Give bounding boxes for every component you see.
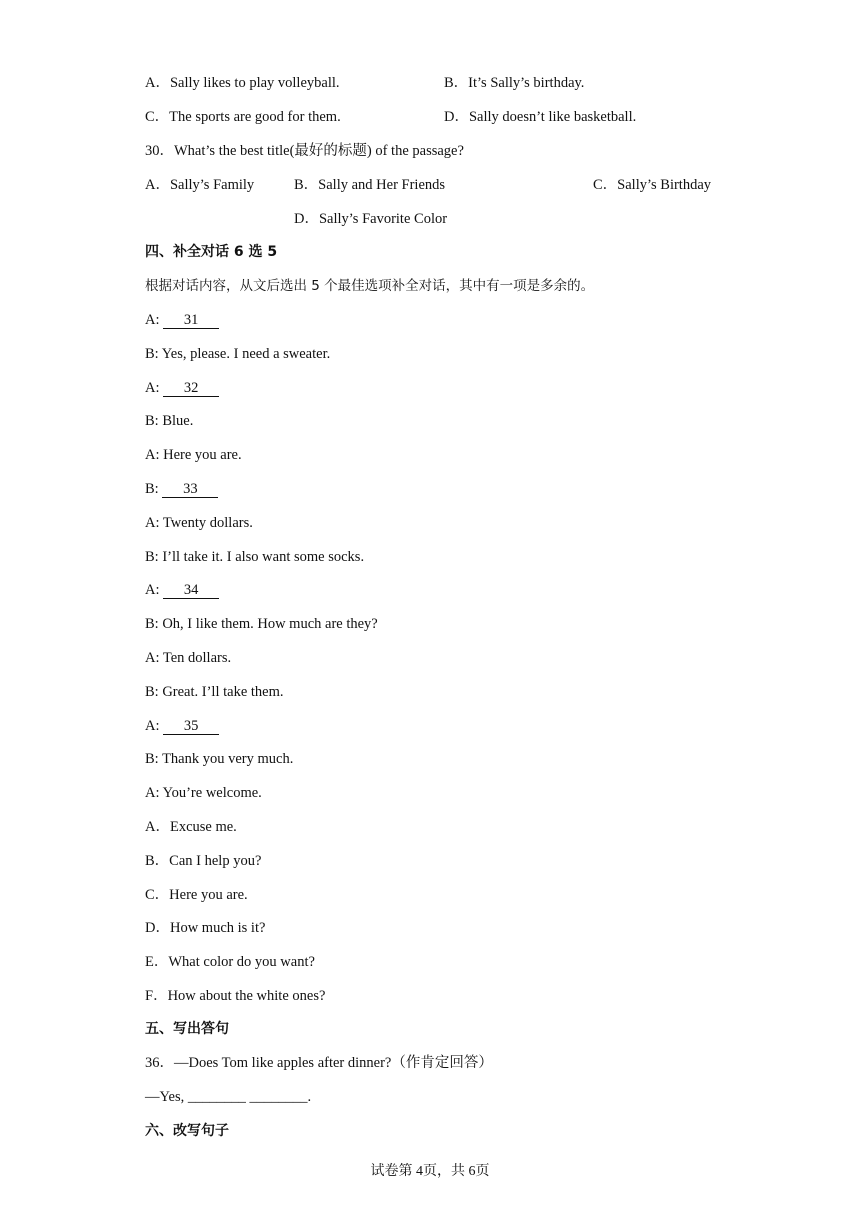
answer-blank[interactable]: 31: [163, 312, 219, 329]
dialogue-speaker: A:: [145, 380, 164, 396]
dialogue-line: B: Oh, I like them. How much are they?: [145, 616, 378, 632]
answer-blank[interactable]: 34: [163, 582, 219, 599]
dialogue-blank-line: [145, 480, 218, 498]
dialogue-line: A: Twenty dollars.: [145, 515, 253, 531]
dialogue-line: A: You’re welcome.: [145, 785, 262, 801]
section5-heading: 五、写出答句: [145, 1021, 229, 1037]
q36-stem: 36．—Does Tom like apples after dinner?（作肯定回答）: [145, 1055, 493, 1071]
dialogue-line: B: Blue.: [145, 413, 194, 429]
section6-heading: 六、改写句子: [145, 1123, 229, 1139]
section4-instruction: 根据对话内容，从文后选出 5 个最佳选项补全对话，其中有一项是多余的。: [145, 278, 595, 294]
dialogue-speaker: A:: [145, 718, 164, 734]
q29-option-d: D．Sally doesn’t like basketball.: [444, 109, 637, 125]
q29-option-c: C．The sports are good for them.: [145, 109, 341, 125]
section4-heading: 四、补全对话 6 选 5: [145, 244, 278, 260]
q29-option-a: A．Sally likes to play volleyball.: [145, 75, 340, 91]
q30-option-b: B．Sally and Her Friends: [294, 177, 446, 193]
dialogue-option: F．How about the white ones?: [145, 988, 326, 1004]
dialogue-speaker: A:: [145, 312, 164, 328]
dialogue-blank-line: [145, 717, 219, 735]
dialogue-blank-line: [145, 379, 219, 397]
dialogue-blank-line: [145, 311, 219, 329]
q30-stem: 30．What’s the best title(最好的标题) of the passage?: [145, 143, 464, 159]
dialogue-blank-line: [145, 581, 219, 599]
dialogue-option: C．Here you are.: [145, 887, 248, 903]
dialogue-line: B: Thank you very much.: [145, 751, 294, 767]
answer-blank[interactable]: 33: [162, 481, 218, 498]
dialogue-line: A: Ten dollars.: [145, 650, 232, 666]
dialogue-speaker: A:: [145, 582, 164, 598]
dialogue-option: E．What color do you want?: [145, 954, 315, 970]
q30-option-a: A．Sally’s Family: [145, 177, 255, 193]
answer-blank[interactable]: 32: [163, 380, 219, 397]
q30-option-d: D．Sally’s Favorite Color: [294, 211, 448, 227]
q30-option-c: C．Sally’s Birthday: [593, 177, 712, 193]
dialogue-speaker: B:: [145, 481, 163, 497]
q36-answer[interactable]: —Yes, ________ ________.: [145, 1089, 312, 1105]
dialogue-option: D．How much is it?: [145, 920, 266, 936]
dialogue-line: B: Yes, please. I need a sweater.: [145, 346, 331, 362]
dialogue-line: B: Great. I’ll take them.: [145, 684, 284, 700]
answer-blank[interactable]: 35: [163, 718, 219, 735]
dialogue-option: A．Excuse me.: [145, 819, 237, 835]
dialogue-option: B．Can I help you?: [145, 853, 262, 869]
dialogue-line: A: Here you are.: [145, 447, 242, 463]
page-footer: 试卷第 4页，共 6页: [370, 1164, 490, 1179]
dialogue-line: B: I’ll take it. I also want some socks.: [145, 549, 365, 565]
q29-option-b: B．It’s Sally’s birthday.: [444, 75, 585, 91]
